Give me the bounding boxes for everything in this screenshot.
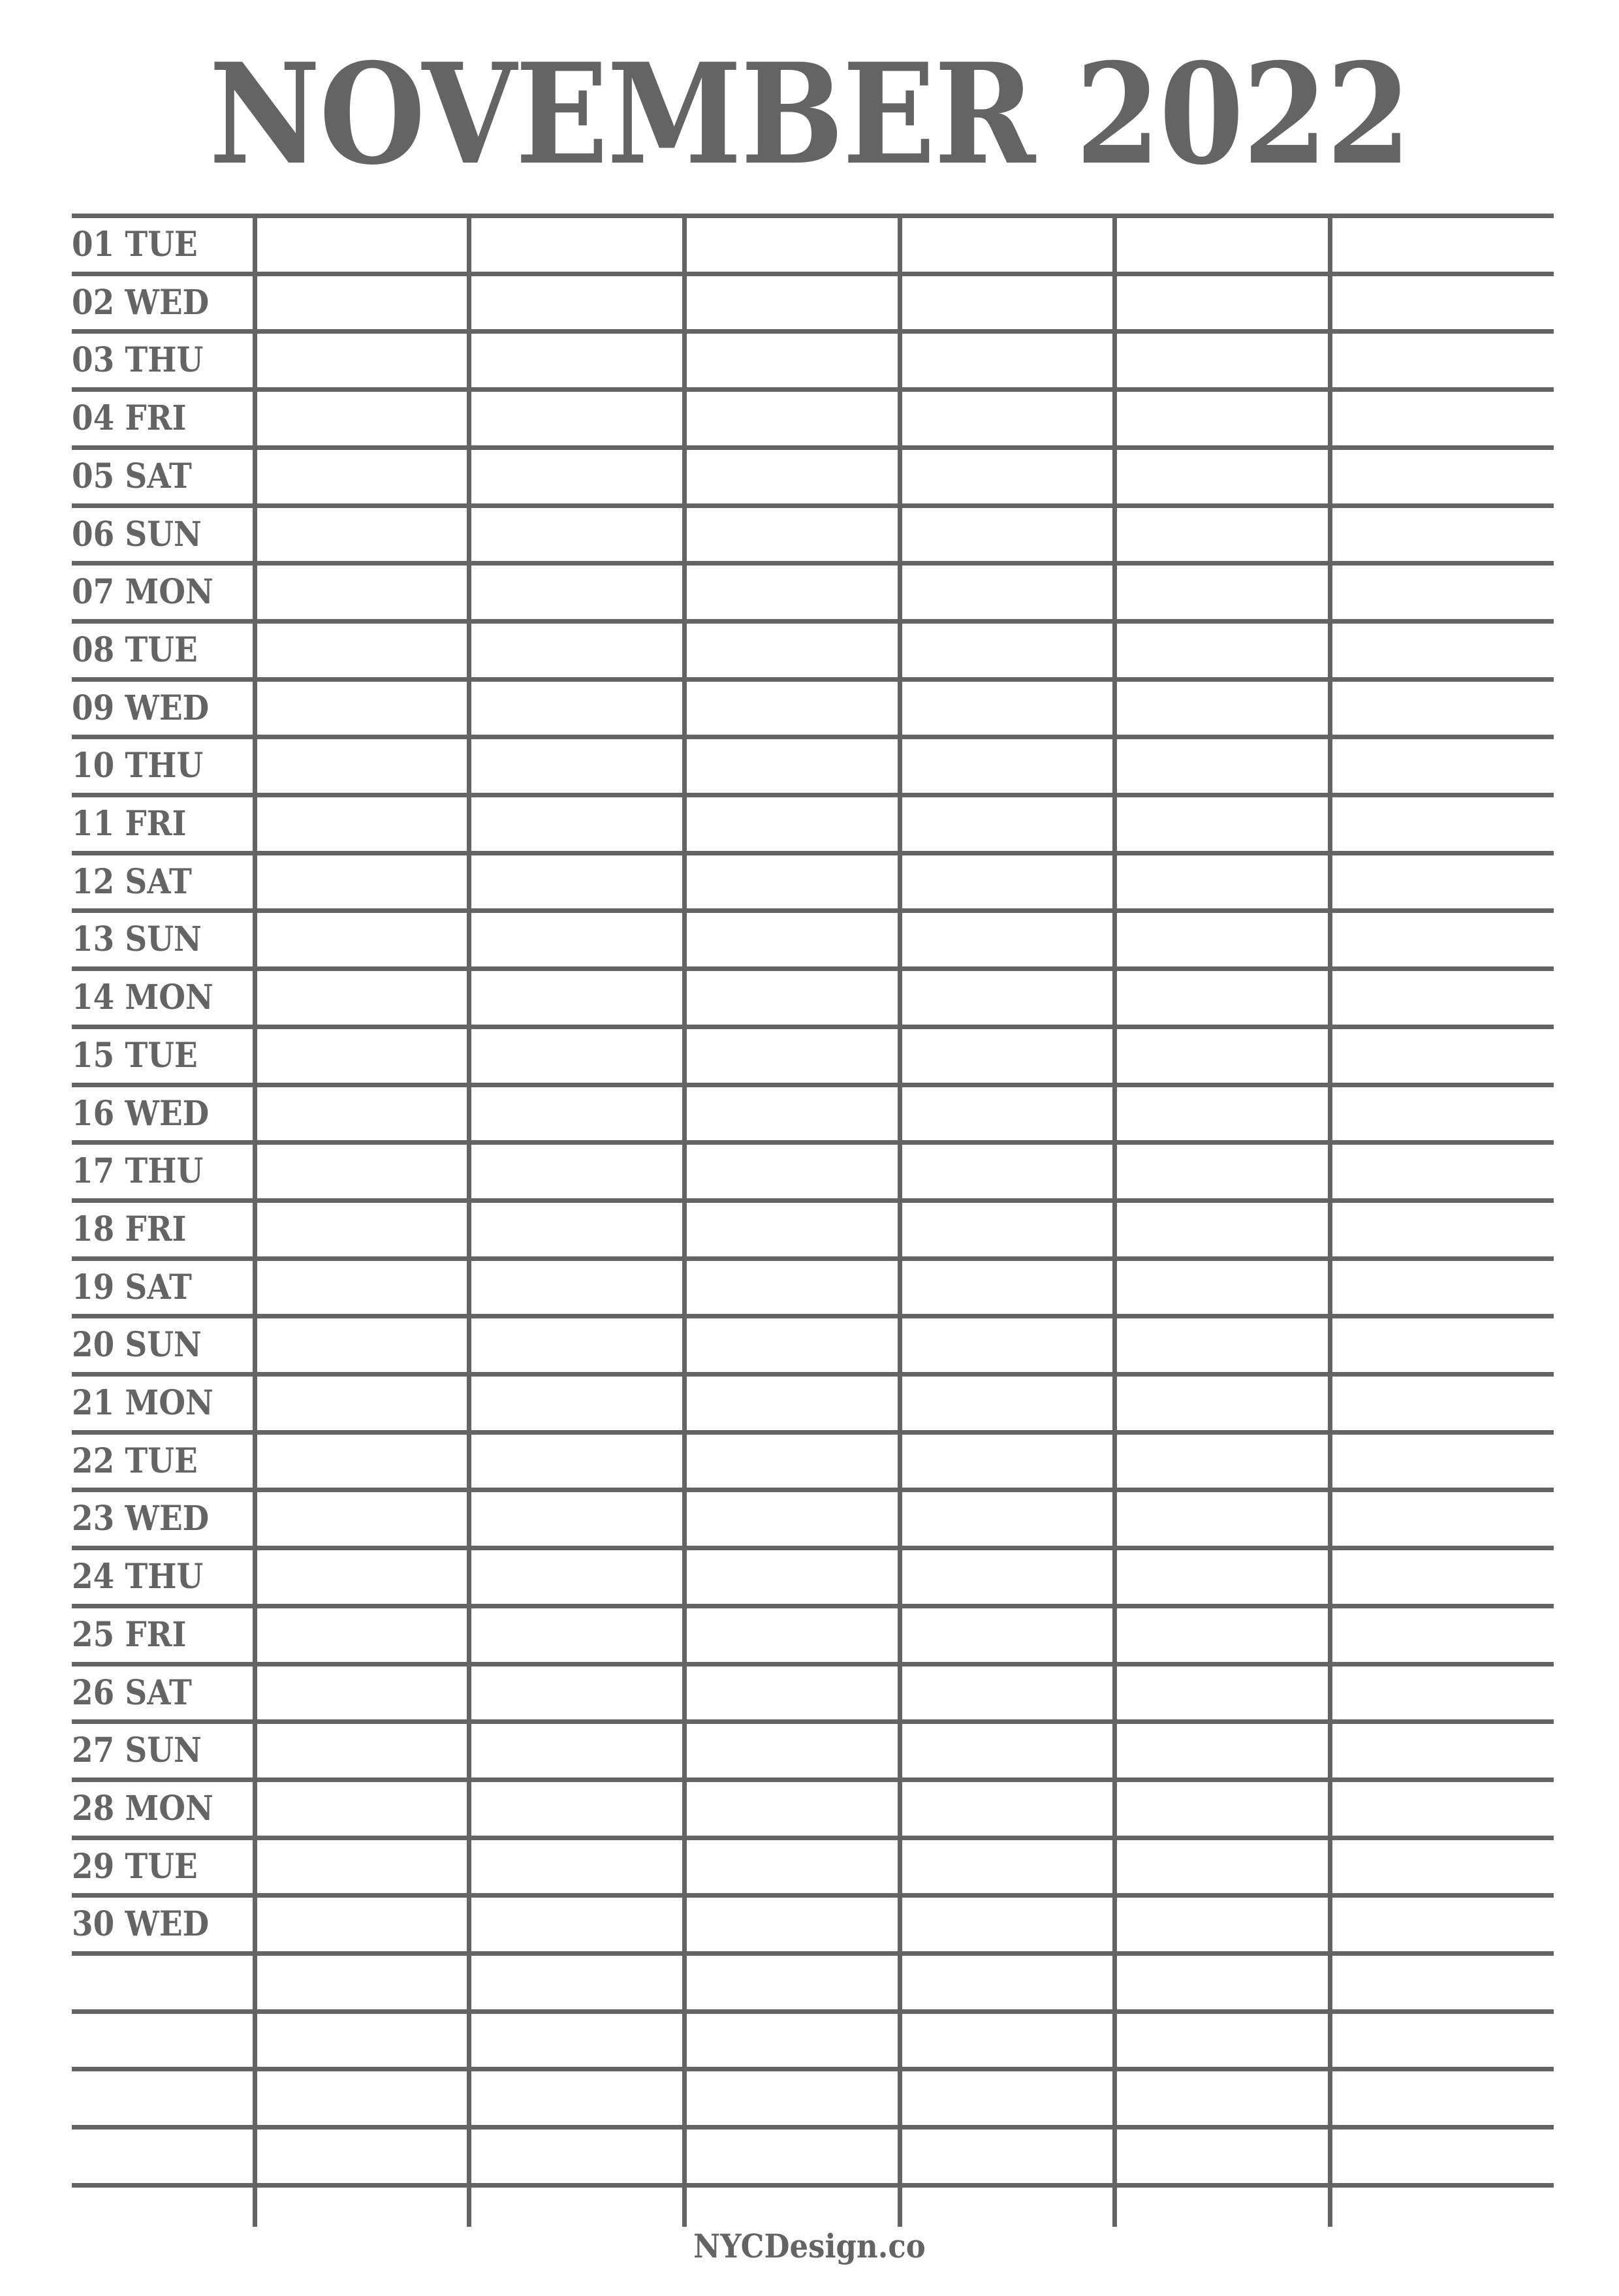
day-label: 09 WED (72, 688, 210, 728)
day-label: 18 FRI (72, 1209, 187, 1249)
column-rule (1112, 214, 1117, 2227)
day-label: 01 TUE (72, 225, 198, 264)
column-rule (467, 214, 471, 2227)
day-label: 05 SAT (72, 456, 192, 496)
column-rule (1328, 214, 1332, 2227)
column-rule (682, 214, 687, 2227)
page-title: NOVEMBER 2022 (209, 33, 1410, 195)
day-label: 13 SUN (72, 919, 202, 960)
day-label: 23 WED (72, 1499, 210, 1539)
day-label: 03 THU (72, 340, 204, 381)
day-label: 14 MON (72, 978, 213, 1018)
day-label: 08 TUE (72, 630, 198, 670)
day-label: 27 SUN (72, 1730, 202, 1771)
day-label: 12 SAT (72, 861, 192, 902)
day-label: 04 FRI (72, 398, 187, 439)
day-label: 07 MON (72, 572, 213, 613)
day-label: 22 TUE (72, 1441, 198, 1481)
day-label: 29 TUE (72, 1846, 198, 1887)
day-label: 06 SUN (72, 514, 202, 554)
day-label: 11 FRI (72, 804, 187, 844)
day-label: 20 SUN (72, 1325, 202, 1365)
day-label: 30 WED (72, 1904, 210, 1945)
footer-credit: NYCDesign.co (693, 2227, 926, 2265)
column-rule (898, 214, 902, 2227)
day-label: 17 THU (72, 1151, 204, 1192)
day-label: 19 SAT (72, 1267, 192, 1307)
day-label: 21 MON (72, 1383, 213, 1423)
day-label: 16 WED (72, 1093, 210, 1134)
day-label: 02 WED (72, 282, 210, 323)
day-label: 24 THU (72, 1557, 204, 1597)
day-label: 28 MON (72, 1788, 213, 1828)
column-rule (253, 214, 257, 2227)
day-label: 15 TUE (72, 1035, 198, 1076)
day-label: 25 FRI (72, 1614, 187, 1655)
day-label: 10 THU (72, 746, 204, 786)
day-label: 26 SAT (72, 1672, 192, 1713)
